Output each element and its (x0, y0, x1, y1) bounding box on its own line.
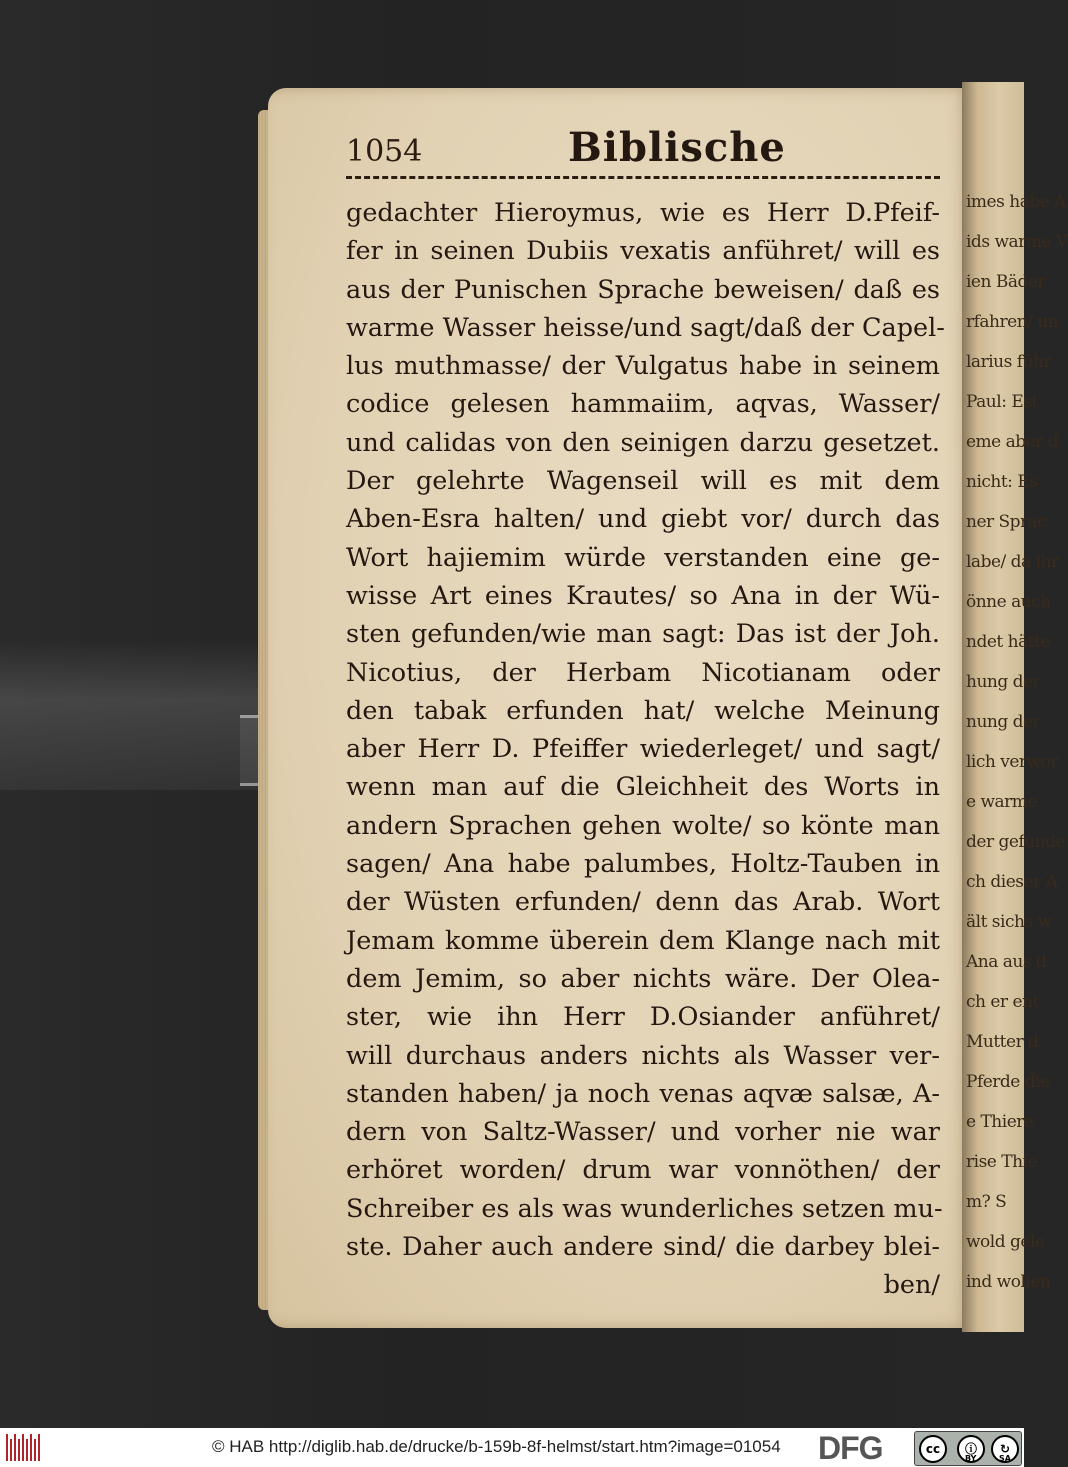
text-line: warme Wasser heisse/und sagt/daß der Capel- (346, 312, 945, 343)
text-line: aber Herr D. Pfeiffer wiederleget/ und sagt/ (346, 734, 940, 765)
text-line: andern Sprachen gehen wolte/ so könte man (346, 810, 940, 841)
page-number: 1054 (346, 134, 423, 169)
cc-license-badge[interactable] (914, 1431, 1022, 1466)
text-line: lus muthmasse/ der Vulgatus habe in seinem (346, 351, 940, 382)
body-text (346, 194, 945, 1305)
text-line: will durchaus anders nichts als Wasser ver- (346, 1040, 940, 1071)
text-line: ste. Daher auch andere sind/ die darbey blei- (346, 1232, 940, 1263)
facing-page-line: e warme (966, 792, 1037, 812)
facing-page-line: imes habe A (966, 192, 1066, 212)
sa-icon: ↻ (991, 1435, 1019, 1463)
footer-bar (0, 1428, 1024, 1467)
facing-page-line: e Thiere (966, 1112, 1034, 1132)
facing-page-line: labe/ da ihr (966, 552, 1059, 572)
text-line: Schreiber es als was wunderliches setzen mu- (346, 1193, 943, 1224)
sa-label: SA (999, 1454, 1011, 1463)
text-line: Der gelehrte Wagenseil will es mit dem (346, 466, 940, 497)
text-line: wenn man auf die Gleichheit des Worts in (346, 772, 940, 803)
text-line: dem Jemim, so aber nichts wäre. Der Olea- (346, 963, 940, 994)
facing-page-line: Ana aus d (966, 952, 1047, 972)
facing-page-line: ndet hätte (966, 632, 1050, 652)
text-line: fer in seinen Dubiis vexatis anführet/ will es (346, 236, 940, 267)
facing-page-line: lich verwor (966, 752, 1058, 772)
facing-page-line: ch er ent (966, 992, 1039, 1012)
text-line: den tabak erfunden hat/ welche Meinung (346, 695, 940, 726)
text-line: der Wüsten erfunden/ denn das Arab. Wort (346, 887, 940, 918)
text-line: standen haben/ ja noch venas aqvæ salsæ, A- (346, 1078, 940, 1109)
text-line: wisse Art eines Krautes/ so Ana in der Wü- (346, 580, 940, 611)
cc-icon: cc (919, 1435, 947, 1463)
facing-page-line: nung der (966, 712, 1041, 732)
by-label: BY (965, 1454, 977, 1463)
text-line: ben/ (883, 1270, 940, 1301)
facing-page-line: eme aber d (966, 432, 1059, 452)
text-line: aus der Punischen Sprache beweisen/ daß es (346, 274, 940, 305)
running-head: Biblische (568, 124, 786, 171)
facing-page-line: ch dieser A (966, 872, 1058, 892)
facing-page-line: ält sichs w (966, 912, 1052, 932)
text-line: Wort hajiemim würde verstanden eine ge- (346, 542, 940, 573)
facing-page-line: rise Thie (966, 1152, 1038, 1172)
text-line: Aben-Esra halten/ und giebt vor/ durch das (346, 504, 940, 535)
facing-page-line: wold gele (966, 1232, 1045, 1252)
facing-page-line: ien Bäder (966, 272, 1046, 292)
text-line: Nicotius, der Herbam Nicotianam oder (346, 657, 940, 688)
facing-page-line: ids warme V (966, 232, 1068, 252)
header-rule (346, 176, 940, 179)
facing-page-line: hung der (966, 672, 1041, 692)
dfg-logo[interactable]: DFG (818, 1430, 883, 1466)
text-line: codice gelesen hammaiim, aqvas, Wasser/ (346, 389, 940, 420)
page-header (346, 120, 936, 170)
text-line: und calidas von den seinigen darzu gesetzet. (346, 427, 940, 458)
facing-page-line: Pferde die (966, 1072, 1050, 1092)
text-line: dern von Saltz-Wasser/ und vorher nie war (346, 1117, 940, 1148)
facing-page-line: m? S (966, 1192, 1007, 1212)
facing-page-line: der gefunde (966, 832, 1066, 852)
text-line: sten gefunden/wie man sagt: Das ist der Joh. (346, 619, 940, 650)
text-line: Jemam komme überein dem Klange nach mit (346, 925, 940, 956)
text-line: erhöret worden/ drum war vonnöthen/ der (346, 1155, 940, 1186)
text-line: gedachter Hieroymus, wie es Herr D.Pfeif- (346, 198, 940, 228)
facing-page-line: rfahren/ un (966, 312, 1059, 332)
facing-page-line: nicht: Es (966, 472, 1038, 492)
footer-url[interactable]: © HAB http://diglib.hab.de/drucke/b-159b-8f-helmst/start.htm?image=01054 (212, 1437, 781, 1456)
facing-page-line: larius führ (966, 352, 1052, 372)
text-line: ster, wie ihn Herr D.Osiander anführet/ (346, 1002, 940, 1033)
by-icon: ⓘ (957, 1435, 985, 1463)
facing-page-fragment (962, 82, 1068, 1332)
facing-page-line: ner Sprac (966, 512, 1047, 532)
facing-page-line: ind wollen (966, 1272, 1051, 1292)
facing-page-line: önne auch (966, 592, 1051, 612)
hab-logo-icon[interactable] (6, 1434, 40, 1461)
text-line: sagen/ Ana habe palumbes, Holtz-Tauben in (346, 849, 940, 880)
facing-page-line: Paul: Est (966, 392, 1038, 412)
facing-page-line: Mutter d (966, 1032, 1039, 1052)
